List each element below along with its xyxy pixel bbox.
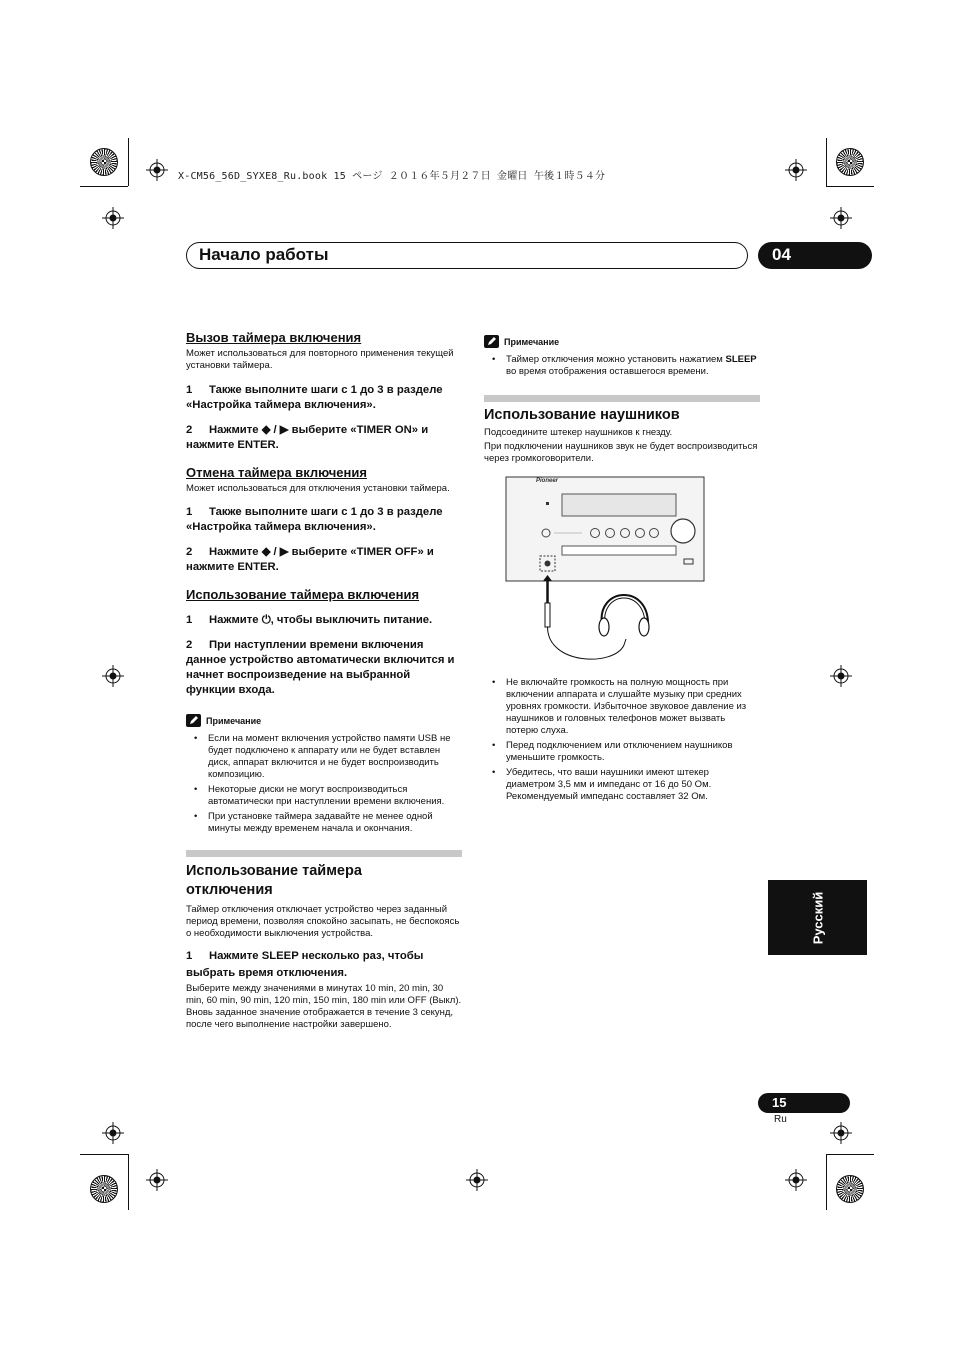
chapter-title: Начало работы <box>199 245 329 264</box>
step: 1 Нажмите ⏻, чтобы выключить питание. <box>186 614 433 626</box>
note-list <box>484 354 760 378</box>
section-title: Отмена таймера включения <box>186 465 367 480</box>
section-title: Использование таймера отключения <box>186 863 362 898</box>
step: 2 При наступлении времени включения данное устройство автоматически включится и начнет воспроизведение на выбранной функции входа. <box>186 639 455 696</box>
registration-mark-icon <box>146 159 168 181</box>
section-divider-bar <box>186 850 462 857</box>
step: 1 Также выполните шаги с 1 до 3 в разделе «Настройка таймера включения». <box>186 384 443 411</box>
step: 1 Также выполните шаги с 1 до 3 в разделе «Настройка таймера включения». <box>186 506 443 533</box>
chapter-number: 04 <box>758 242 872 269</box>
chapter-title-bar <box>186 242 748 269</box>
page-number-pill <box>758 1093 850 1113</box>
step: 2 Нажмите ◆ / ▶ выберите «TIMER OFF» и нажмите ENTER. <box>186 546 434 573</box>
starburst-mark <box>836 1175 864 1203</box>
section-text: Может использоваться для отключения установки таймера. <box>186 483 450 494</box>
note-heading: Примечание <box>186 714 462 727</box>
warning-list <box>484 677 760 803</box>
headphones-illustration <box>484 475 760 675</box>
section-text: Подсоедините штекер наушников к гнезду. <box>484 427 673 438</box>
list-item: • Таймер отключения можно установить нажатием SLEEP во время отображения оставшегося времени. <box>484 354 760 378</box>
starburst-mark <box>90 148 118 176</box>
registration-mark-icon <box>830 207 852 229</box>
section-text: Выберите между значениями в минутах 10 min, 20 min, 30 min, 60 min, 90 min, 120 min, 150 min, 180 min или OFF (Выкл). Вновь заданное значение отображается в течение 3 секунд, после чего выполнение настройки завершено. <box>186 983 462 1030</box>
list-item: • Перед подключением или отключением наушников уменьшите громкость. <box>484 740 760 764</box>
registration-mark-icon <box>102 1122 124 1144</box>
brand-logo: Pioneer <box>536 478 559 484</box>
section-text: Таймер отключения отключает устройство через заданный период времени, позволяя спокойно засыпать, не беспокоясь о необходимости выключения устройства. <box>186 904 460 939</box>
registration-mark-icon <box>466 1169 488 1191</box>
section-text: При подключении наушников звук не будет воспроизводиться через громкоговорители. <box>484 441 758 464</box>
note-list <box>186 733 462 835</box>
list-item: • При установке таймера задавайте не менее одной минуты между временем начала и окончания. <box>186 811 462 835</box>
registration-mark-icon <box>102 665 124 687</box>
registration-mark-icon <box>785 159 807 181</box>
registration-mark-icon <box>146 1169 168 1191</box>
list-item: • Не включайте громкость на полную мощность при включении аппарата и слушайте музыку при средних уровнях громкости. Избыточное звуковое давление из наушников и головных телефонов может вызвать потерю слуха. <box>484 677 760 737</box>
section-title: Вызов таймера включения <box>186 330 362 345</box>
left-column <box>186 330 462 1031</box>
right-column <box>484 335 760 806</box>
section-text: Может использоваться для повторного применения текущей установки таймера. <box>186 348 454 371</box>
registration-mark-icon <box>102 207 124 229</box>
pencil-note-icon <box>186 714 201 727</box>
page-lang: Ru <box>774 1114 787 1125</box>
section-title: Использование наушников <box>484 407 680 423</box>
pencil-note-icon <box>484 335 499 348</box>
registration-mark-icon <box>785 1169 807 1191</box>
registration-mark-icon <box>830 1122 852 1144</box>
starburst-mark <box>836 148 864 176</box>
step: 2 Нажмите ◆ / ▶ выберите «TIMER ON» и нажмите ENTER. <box>186 424 429 451</box>
starburst-mark <box>90 1175 118 1203</box>
step: 1 Нажмите SLEEP несколько раз, чтобы выбрать время отключения. <box>186 950 424 979</box>
note-heading: Примечание <box>484 335 760 348</box>
registration-mark-icon <box>830 665 852 687</box>
book-meta-line: X-CM56_56D_SYXE8_Ru.book 15 ページ ２０１６年５月２７日 金曜日 午後１時５４分 <box>178 171 606 182</box>
list-item: • Некоторые диски не могут воспроизводиться автоматически при наступлении времени включения. <box>186 784 462 808</box>
language-tab: Русский <box>768 880 867 955</box>
section-title: Использование таймера включения <box>186 587 420 602</box>
page-number: 15 <box>772 1095 787 1110</box>
list-item: • Убедитесь, что ваши наушники имеют штекер диаметром 3,5 мм и импеданс от 16 до 50 Ом. Рекомендуемый импеданс составляет 32 Ом. <box>484 767 760 803</box>
section-divider-bar <box>484 395 760 402</box>
device-drawing <box>484 475 760 675</box>
list-item: • Если на момент включения устройство памяти USB не будет подключено к аппарату или не будет вставлен диск, аппарат включится и не будет воспроизводить композицию. <box>186 733 462 781</box>
